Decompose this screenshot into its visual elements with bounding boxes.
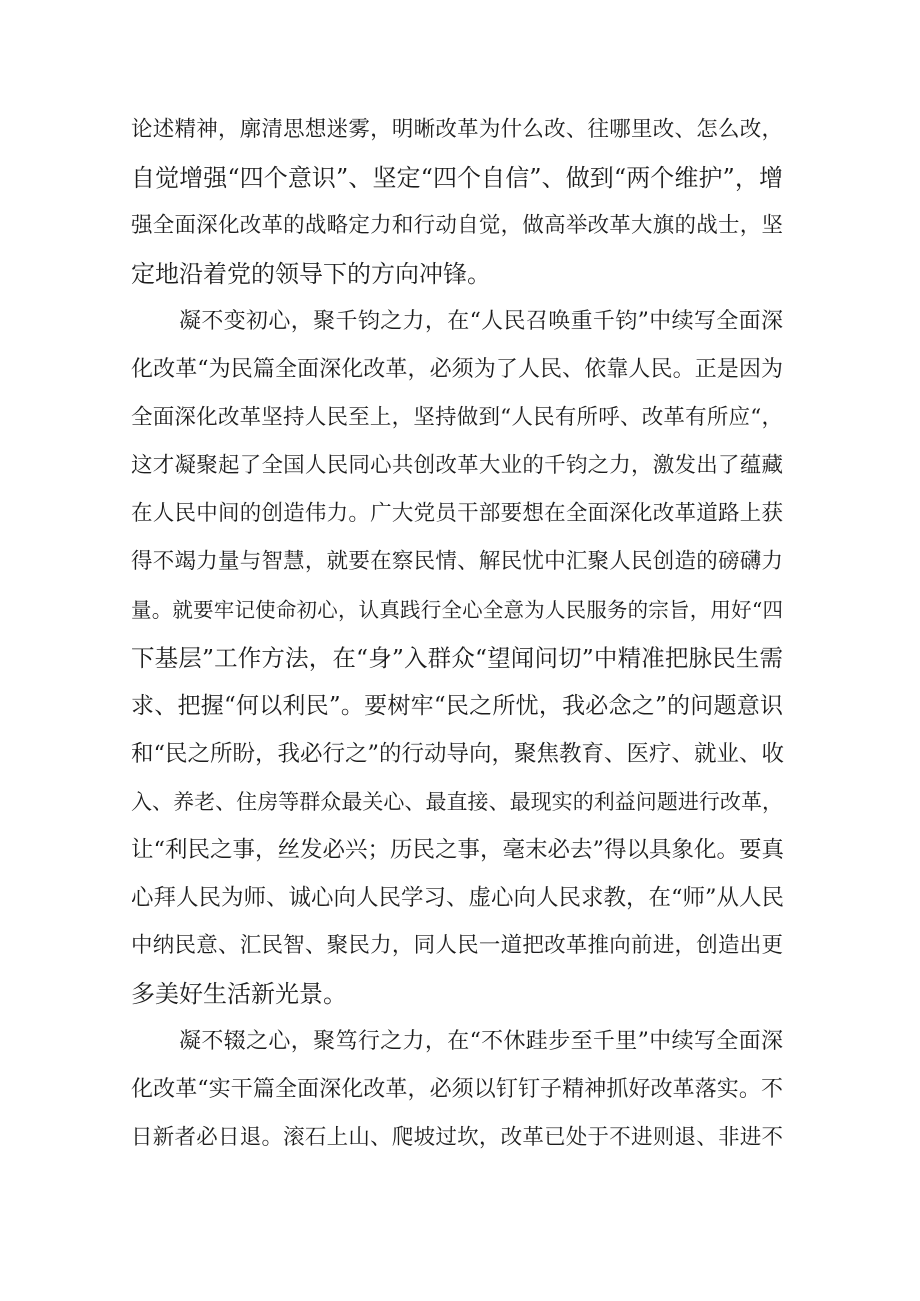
text-line: 下基层”工作方法，在“身”入群众“望闻问切”中精准把脉民生需: [131, 644, 783, 672]
paragraph-first-line: 凝不辍之心，聚笃行之力，在“不休跬步至千里”中续写全面深: [179, 1029, 783, 1054]
text-line: 化改革“实干篇全面深化改革，必须以钉钉子精神抓好改革落实。不: [131, 1077, 783, 1102]
text-line: 强全面深化改革的战略定力和行动自觉，做高举改革大旗的战士，坚: [131, 213, 783, 238]
text-line: 中纳民意、汇民智、聚民力，同人民一道把改革推向前进，创造出更: [131, 933, 783, 958]
text-line: 日新者必日退。滚石上山、爬坡过坎，改革已处于不进则退、非进不: [131, 1125, 783, 1150]
text-line: 让“利民之事，丝发必兴；历民之事，毫末必去”得以具象化。要真: [131, 837, 785, 863]
paragraph-first-line: 凝不变初心，聚千钧之力，在“人民召唤重千钧”中续写全面深: [179, 309, 783, 334]
text-line: 和“民之所盼，我必行之”的行动导向，聚焦教育、医疗、就业、收: [131, 741, 785, 767]
text-line: 自觉增强“四个意识”、坚定“四个自信”、做到“两个维护”，增: [131, 164, 783, 192]
text-line: 量。就要牢记使命初心，认真践行全心全意为人民服务的宗旨，用好“四: [131, 598, 783, 622]
text-line: 定地沿着党的领导下的方向冲锋。: [131, 260, 491, 288]
text-line: 多美好生活新光景。: [131, 980, 347, 1008]
text-line: 在人民中间的创造伟力。广大党员干部要想在全面深化改革道路上获: [131, 501, 783, 526]
text-line: 这才凝聚起了全国人民同心共创改革大业的千钧之力，激发出了蕴藏: [131, 453, 783, 478]
text-line: 入、养老、住房等群众最关心、最直接、最现实的利益问题进行改革，: [131, 790, 783, 814]
text-line: 化改革“为民篇全面深化改革，必须为了人民、依靠人民。正是因为: [131, 357, 783, 382]
text-line: 得不竭力量与智慧，就要在察民情、解民忧中汇聚人民创造的磅礴力: [131, 549, 783, 574]
text-line: 全面深化改革坚持人民至上，坚持做到“人民有所呼、改革有所应“，: [131, 405, 783, 430]
text-line: 求、把握“何以利民”。要树牢“民之所忧，我必念之”的问题意识: [131, 693, 783, 719]
text-line: 论述精神，廓清思想迷雾，明晰改革为什么改、往哪里改、怎么改，: [131, 117, 783, 142]
text-line: 心拜人民为师、诚心向人民学习、虚心向人民求教，在“师”从人民: [131, 885, 785, 911]
